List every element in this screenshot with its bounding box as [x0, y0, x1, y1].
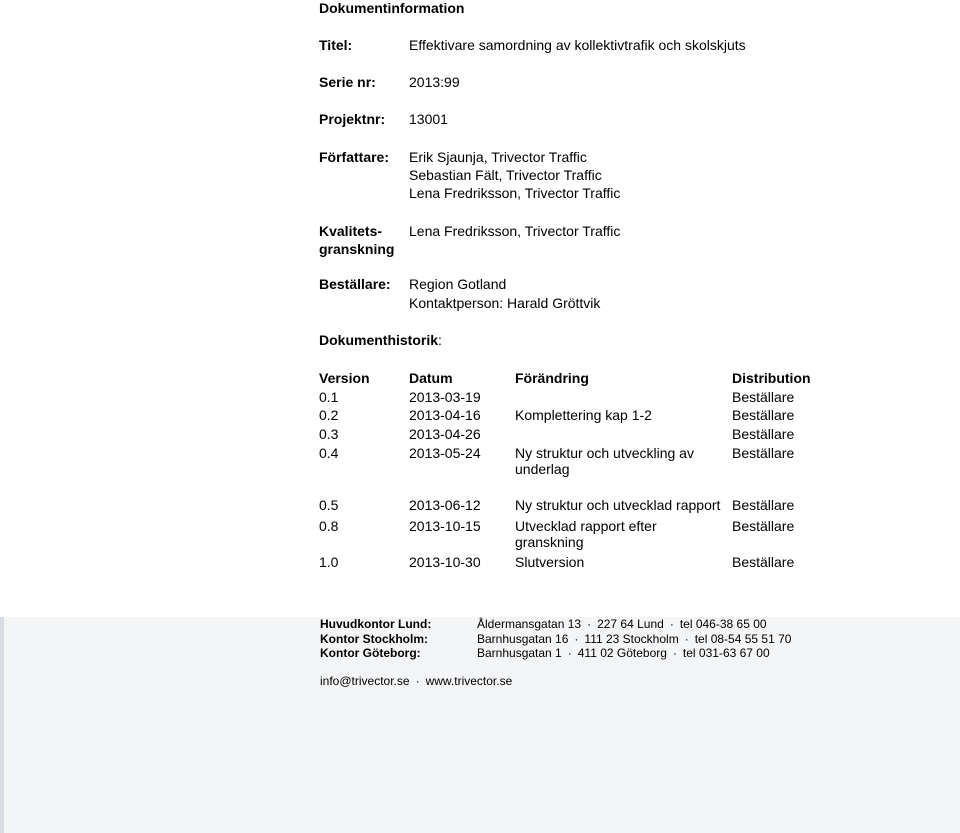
header-change: Förändring — [515, 370, 589, 386]
authors-label: Författare: — [319, 149, 390, 165]
row-change: Slutversion — [515, 554, 585, 570]
office-name: Kontor Stockholm: — [320, 632, 428, 646]
row-date: 2013-04-16 — [409, 407, 481, 423]
author-item: Erik Sjaunja, Trivector Traffic — [409, 149, 587, 165]
header-version: Version — [319, 370, 370, 386]
authors-value — [409, 148, 620, 202]
row-date: 2013-10-15 — [409, 518, 481, 534]
project-value: 13001 — [409, 111, 448, 127]
office-street: Barnhusgatan 16 — [477, 632, 569, 646]
row-distribution: Beställare — [732, 389, 795, 405]
series-value: 2013:99 — [409, 74, 460, 90]
separator-dot: · — [587, 617, 592, 631]
row-change: Komplettering kap 1-2 — [515, 407, 652, 423]
row-date: 2013-03-19 — [409, 389, 481, 405]
client-label: Beställare: — [319, 276, 391, 292]
row-distribution: Beställare — [732, 426, 795, 442]
row-version: 0.2 — [319, 407, 339, 423]
row-change: Ny struktur och utvecklad rapport — [515, 497, 721, 513]
separator-dot: · — [669, 617, 674, 631]
row-distribution: Beställare — [732, 554, 795, 570]
header-distribution: Distribution — [732, 370, 811, 386]
office-name: Huvudkontor Lund: — [320, 617, 432, 631]
title-value: Effektivare samordning av kollektivtrafik och skolskjuts — [409, 37, 746, 53]
client-contact: Kontaktperson: Harald Gröttvik — [409, 295, 601, 311]
history-title — [319, 332, 442, 348]
page-footer — [0, 617, 960, 833]
office-postal: 411 02 Göteborg — [577, 646, 667, 660]
office-address — [477, 617, 767, 631]
website-link[interactable]: www.trivector.se — [425, 674, 513, 688]
row-date: 2013-06-12 — [409, 497, 481, 513]
office-name: Kontor Göteborg: — [320, 646, 421, 660]
title-label: Titel: — [319, 37, 353, 53]
row-change: Ny struktur och utveckling av underlag — [515, 445, 694, 477]
quality-review-value: Lena Fredriksson, Trivector Traffic — [409, 223, 621, 239]
row-version: 0.1 — [319, 389, 339, 405]
contact-row — [320, 674, 512, 688]
author-item: Lena Fredriksson, Trivector Traffic — [409, 185, 621, 201]
office-street: Barnhusgatan 1 — [477, 646, 562, 660]
office-phone: tel 031-63 67 00 — [682, 646, 770, 660]
row-date: 2013-04-26 — [409, 426, 481, 442]
quality-review-label-line1: Kvalitets- — [319, 223, 383, 239]
client-name: Region Gotland — [409, 276, 507, 292]
history-title-colon: : — [438, 332, 442, 348]
office-address — [477, 646, 770, 660]
office-phone: tel 046-38 65 00 — [679, 617, 767, 631]
separator-dot: · — [415, 674, 420, 688]
row-distribution: Beställare — [732, 497, 795, 513]
office-postal: 227 64 Lund — [597, 617, 664, 631]
row-version: 0.3 — [319, 426, 339, 442]
separator-dot: · — [574, 632, 579, 646]
author-item: Sebastian Fält, Trivector Traffic — [409, 167, 602, 183]
separator-dot: · — [567, 646, 572, 660]
row-distribution: Beställare — [732, 518, 795, 534]
quality-review-label-line2: granskning — [319, 241, 395, 257]
history-title-text: Dokumenthistorik — [319, 332, 439, 348]
client-value — [409, 275, 600, 313]
series-label: Serie nr: — [319, 74, 376, 90]
row-version: 1.0 — [319, 554, 339, 570]
header-date: Datum — [409, 370, 453, 386]
row-distribution: Beställare — [732, 407, 795, 423]
row-distribution: Beställare — [732, 445, 795, 461]
document-info-title: Dokumentinformation — [319, 0, 465, 16]
row-version: 0.5 — [319, 497, 339, 513]
separator-dot: · — [672, 646, 677, 660]
office-street: Åldermansgatan 13 — [477, 617, 582, 631]
email-link[interactable]: info@trivector.se — [320, 674, 410, 688]
row-version: 0.8 — [319, 518, 339, 534]
office-address — [477, 632, 791, 646]
row-date: 2013-10-30 — [409, 554, 481, 570]
separator-dot: · — [684, 632, 689, 646]
project-label: Projektnr: — [319, 111, 386, 127]
office-postal: 111 23 Stockholm — [584, 632, 679, 646]
office-phone: tel 08-54 55 51 70 — [694, 632, 792, 646]
row-change: Utvecklad rapport efter granskning — [515, 518, 657, 550]
row-version: 0.4 — [319, 445, 339, 461]
row-date: 2013-05-24 — [409, 445, 481, 461]
quality-review-label — [319, 222, 394, 258]
